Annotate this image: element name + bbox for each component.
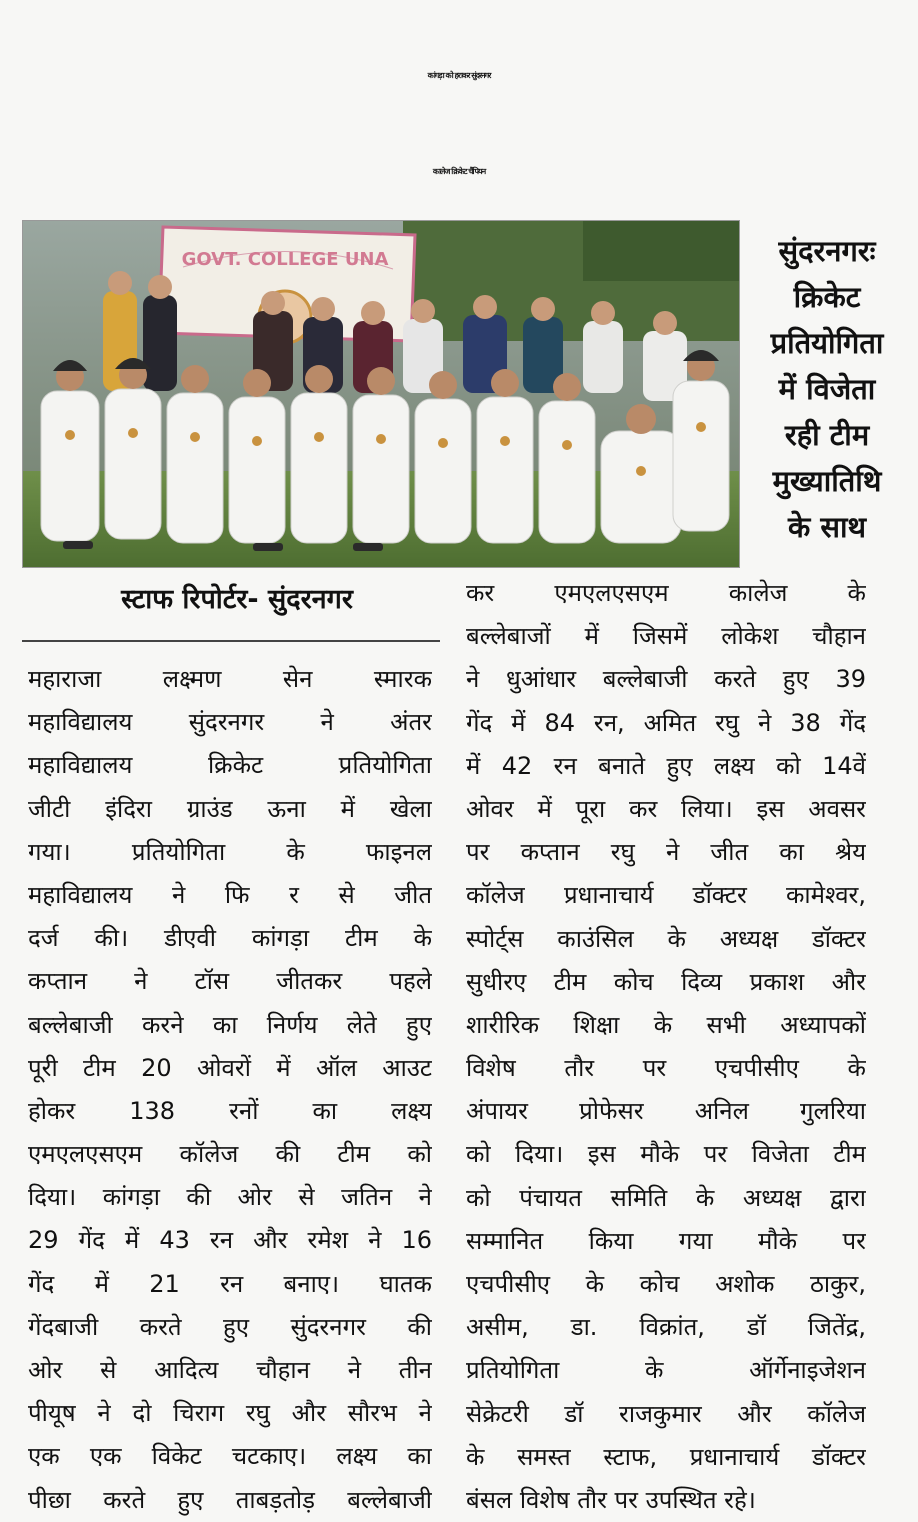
- caption-line: में विजेता: [778, 372, 876, 406]
- text-line: एक एक विकेट चटकाए। लक्ष्य का: [28, 1442, 432, 1471]
- banner-text: GOVT. COLLEGE UNA: [181, 249, 389, 270]
- text-line: कर एमएलएसएम कालेज के: [466, 579, 866, 607]
- text-line: महाराजा लक्ष्मण सेन स्मारक: [28, 665, 432, 693]
- text-line: सेक्रेटरी डॉ राजकुमार और कॉलेज: [466, 1399, 866, 1428]
- byline-divider: [22, 640, 440, 642]
- text-line: पूरी टीम 20 ओवरों में ऑल आउट: [28, 1053, 432, 1082]
- caption-line: मुख्यातिथि: [772, 464, 882, 498]
- text-line: गेंद में 21 रन बनाए। घातक: [28, 1269, 432, 1298]
- text-line: सुधीरए टीम कोच दिव्य प्रकाश और: [466, 967, 866, 996]
- text-line: पीयूष ने दो चिराग रघु और सौरभ ने: [28, 1399, 432, 1428]
- text-line: गया। प्रतियोगिता के फाइनल: [28, 837, 432, 866]
- text-line: बल्लेबाजों में जिसमें लोकेश चौहान: [466, 622, 866, 651]
- text-line: विशेष तौर पर एचपीसीए के: [466, 1054, 866, 1083]
- text-line: गेंद में 84 रन, अमित रघु ने 38 गेंद: [466, 708, 866, 737]
- team-photo: [22, 220, 740, 568]
- text-line: के समस्त स्टाफ, प्रधानाचार्य डॉक्टर: [466, 1442, 866, 1471]
- text-line: ओवर में पूरा कर लिया। इस अवसर: [466, 794, 866, 823]
- text-line: अंपायर प्रोफेसर अनिल गुलरिया: [466, 1097, 866, 1126]
- text-line: महाविद्यालय ने फि र से जीत: [28, 880, 432, 909]
- photo-caption: [742, 228, 912, 550]
- text-line: बंसल विशेष तौर पर उपस्थित रहे।: [466, 1485, 756, 1514]
- text-line: महाविद्यालय सुंदरनगर ने अंतर: [28, 708, 432, 737]
- text-line: असीम, डा. विक्रांत, डॉ जितेंद्र,: [466, 1313, 866, 1342]
- text-line: में 42 रन बनाते हुए लक्ष्य को 14वें: [466, 751, 866, 780]
- text-line: शारीरिक शिक्षा के सभी अध्यापकों: [466, 1010, 866, 1039]
- text-line: महाविद्यालय क्रिकेट प्रतियोगिता: [28, 751, 432, 780]
- text-line: दिया। कांगड़ा की ओर से जतिन ने: [28, 1183, 432, 1212]
- text-line: होकर 138 रनों का लक्ष्य: [28, 1096, 432, 1125]
- byline: स्टाफ रिपोर्टर- सुंदरनगर: [121, 584, 353, 615]
- headline-line-1: कांगड़ा को हराकर सुंदरनगर: [427, 71, 491, 80]
- text-line: को दिया। इस मौके पर विजेता टीम: [466, 1140, 866, 1169]
- text-line: स्पोर्ट्स काउंसिल के अध्यक्ष डॉक्टर: [466, 924, 866, 953]
- article-column-right: [466, 572, 866, 1522]
- text-line: कप्तान ने टॉस जीतकर पहले: [28, 967, 432, 996]
- article-column-left: [28, 658, 432, 1522]
- text-line: को पंचायत समिति के अध्यक्ष द्वारा: [466, 1183, 866, 1212]
- text-line: पीछा करते हुए ताबड़तोड़ बल्लेबाजी: [28, 1485, 432, 1514]
- text-line: ओर से आदित्य चौहान ने तीन: [28, 1356, 432, 1384]
- text-line: 29 गेंद में 43 रन और रमेश ने 16: [28, 1226, 432, 1255]
- text-line: दर्ज की। डीएवी कांगड़ा टीम के: [28, 924, 432, 953]
- headline-line-2: कालेज क्रिकेट चैंपियन: [432, 167, 486, 176]
- text-line: सम्मानित किया गया मौके पर: [466, 1226, 866, 1255]
- text-line: बल्लेबाजी करने का निर्णय लेते हुए: [28, 1010, 432, 1039]
- text-line: ने धुआंधार बल्लेबाजी करते हुए 39: [466, 665, 866, 694]
- text-line: एमएलएसएम कॉलेज की टीम को: [28, 1140, 432, 1169]
- text-line: पर कप्तान रघु ने जीत का श्रेय: [466, 838, 866, 867]
- caption-line: के साथ: [787, 510, 866, 544]
- text-line: गेंदबाजी करते हुए सुंदरनगर की: [28, 1312, 432, 1341]
- caption-line: सुंदरनगरः: [778, 234, 876, 268]
- text-line: जीटी इंदिरा ग्राउंड ऊना में खेला: [28, 794, 432, 823]
- text-line: प्रतियोगिता के ऑर्गेनाइजेशन: [466, 1356, 866, 1385]
- text-line: कॉलेज प्रधानाचार्य डॉक्टर कामेश्वर,: [466, 881, 866, 910]
- caption-line: प्रतियोगिता: [770, 326, 884, 360]
- caption-line: रही टीम: [784, 418, 870, 452]
- caption-line: क्रिकेट: [793, 280, 861, 314]
- text-line: एचपीसीए के कोच अशोक ठाकुर,: [466, 1270, 866, 1298]
